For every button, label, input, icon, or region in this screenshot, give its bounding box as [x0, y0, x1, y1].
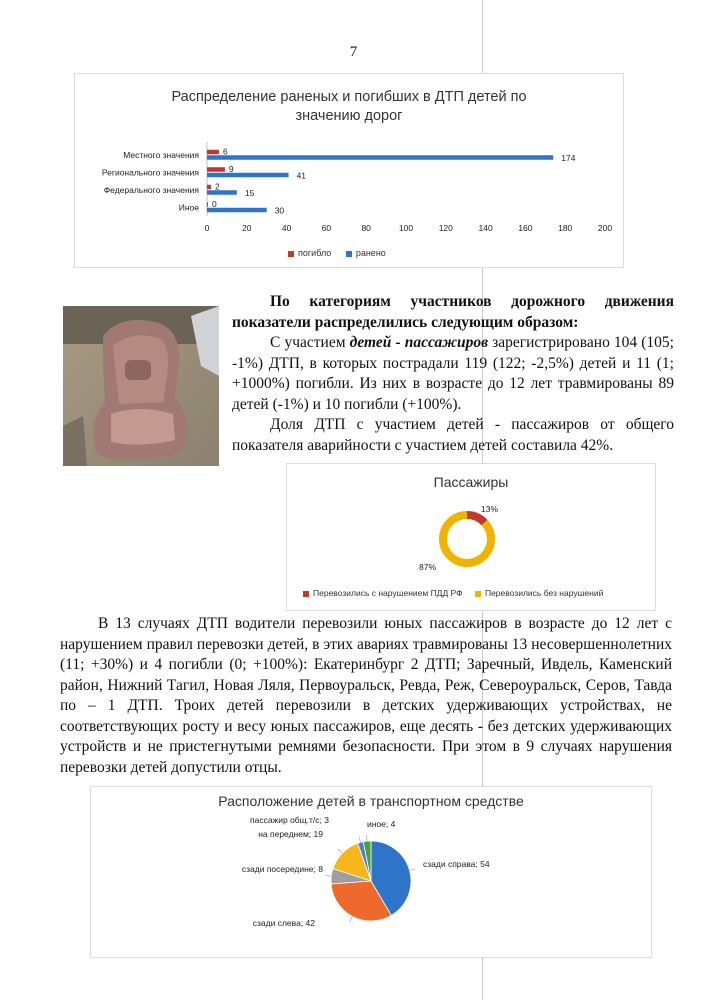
bar-killed — [207, 185, 211, 190]
bar-x-tick: 200 — [597, 223, 613, 233]
donut-chart-box — [286, 463, 656, 611]
donut-label-large: 87% — [419, 562, 437, 572]
legend-label-killed: погибло — [298, 248, 332, 258]
car-seat-illustration — [63, 306, 219, 466]
bar-chart-title-line1: Распределение раненых и погибших в ДТП детей по — [171, 89, 527, 105]
bar-injured-value: 30 — [274, 205, 285, 216]
donut-chart-title: Пассажиры — [433, 474, 509, 490]
legend-item-injured — [346, 248, 386, 258]
section1-para1 — [232, 333, 674, 415]
bar-killed — [207, 202, 208, 207]
child-car-seat-photo — [63, 306, 219, 466]
pie-slice-label: пассажир общ.т/с; 3 — [250, 815, 329, 825]
pie-chart-box — [90, 786, 652, 958]
pie-leader-line — [350, 916, 353, 921]
pie-leader-line — [338, 849, 342, 853]
bar-x-tick: 100 — [398, 223, 414, 233]
bar-injured — [207, 173, 289, 178]
pie-leader-line — [410, 869, 416, 871]
pie-leader-line — [359, 837, 361, 843]
bar-injured-value: 15 — [244, 187, 255, 198]
bar-killed-value: 6 — [222, 146, 228, 157]
section1-text — [232, 292, 674, 456]
para1-rest: зарегистрировано 104 (105; -1%) ДТП, в которых пострадали 119 (122; -2,5%) детей и 11 (1; +1000%) погибли. Из них в возрасте до 12 лет травмированы 89 детей (-1%) и 10 погибли (+100%). — [232, 334, 674, 413]
bar-category-label: Федерального значения — [103, 184, 199, 195]
bar-category-label: Иное — [178, 202, 199, 213]
pie-slice-label: сзади посередине; 8 — [241, 864, 323, 874]
bar-category-label: Регионального значения — [101, 167, 199, 178]
legend-label-no-violation: Перевозились без нарушений — [484, 588, 604, 598]
bar-injured — [207, 155, 553, 160]
legend-swatch-injured — [346, 251, 352, 257]
pie-slice-label: на переднем; 19 — [258, 829, 323, 839]
bar-chart-title-line2: значению дорог — [295, 108, 403, 124]
donut-chart-legend — [303, 588, 603, 598]
bar-injured-value: 174 — [561, 152, 576, 163]
para1-emphasis: детей - пассажиров — [349, 334, 488, 351]
section2-para: В 13 случаях ДТП водители перевозили юных пассажиров в возрасте до 12 лет с нарушением правил перевозки детей, в этих авариях травмированы 13 несовершеннолетних (11; +30%) и 4 погибли (0; +100%): Екатеринбург 2 ДТП; Заречный, Ивдель, Каменский район, Нижний Тагил, Новая Ляля, Первоуральск, Ревда, Реж, Североуральск, Серов, Тавда по – 1 ДТП. Троих детей перевозили в детских удерживающих устройствах, не соответствующих росту и весу юных пассажиров, еще десять - без детских удерживающих устройств и не пристегнутыми ремнями безопасности. При этом в 9 случаях нарушения перевозки детей допустили отцы. — [60, 615, 672, 776]
bar-killed — [207, 150, 219, 155]
bar-x-tick: 180 — [558, 223, 573, 233]
page-number: 7 — [349, 44, 358, 60]
legend-label-injured: ранено — [355, 248, 386, 258]
bar-chart-svg — [75, 74, 623, 267]
legend-label-violation: Перевозились с нарушением ПДД РФ — [313, 588, 463, 598]
legend-swatch-violation — [303, 591, 309, 597]
pie-slice-label: сзади справа; 54 — [423, 859, 490, 869]
legend-swatch-killed — [288, 251, 294, 257]
bar-x-tick: 80 — [361, 223, 371, 233]
bar-x-tick: 60 — [321, 223, 332, 233]
legend-item-killed — [288, 248, 331, 258]
pie-chart-svg — [91, 787, 651, 957]
para1-prefix: С участием — [270, 334, 350, 351]
bar-killed-value: 9 — [228, 163, 234, 174]
section1-para2: Доля ДТП с участием детей - пассажиров от общего показателя аварийности с участием детей составила 42%. — [232, 416, 674, 454]
bar-x-tick: 120 — [438, 223, 453, 233]
legend-item-violation — [303, 588, 463, 598]
pie-leader-line — [367, 835, 368, 841]
bar-x-tick: 140 — [478, 223, 493, 233]
bar-killed — [207, 167, 225, 172]
bar-killed-value: 0 — [212, 198, 217, 209]
section1-heading: По категориям участников дорожного движения показатели распределились следующим образом: — [232, 293, 674, 331]
bar-injured — [207, 190, 237, 195]
bar-category-label: Местного значения — [123, 149, 199, 160]
bar-chart-box — [74, 73, 624, 268]
bar-x-tick: 20 — [242, 223, 252, 233]
bar-killed-value: 2 — [214, 181, 220, 192]
section2-text — [60, 614, 672, 778]
bar-x-tick: 40 — [281, 223, 292, 233]
donut-label-small: 13% — [481, 504, 499, 514]
pie-slice-label: иное; 4 — [367, 819, 396, 829]
bar-injured-value: 41 — [296, 170, 307, 181]
legend-item-no-violation — [475, 588, 603, 598]
pie-chart-title: Расположение детей в транспортном средстве — [218, 793, 524, 809]
pie-leader-line — [325, 875, 331, 876]
bar-chart-legend — [288, 248, 386, 258]
pie-slice-label: сзади слева; 42 — [252, 918, 315, 928]
bar-x-tick: 0 — [204, 223, 210, 233]
bar-x-tick: 160 — [518, 223, 533, 233]
legend-swatch-no-violation — [475, 591, 481, 597]
